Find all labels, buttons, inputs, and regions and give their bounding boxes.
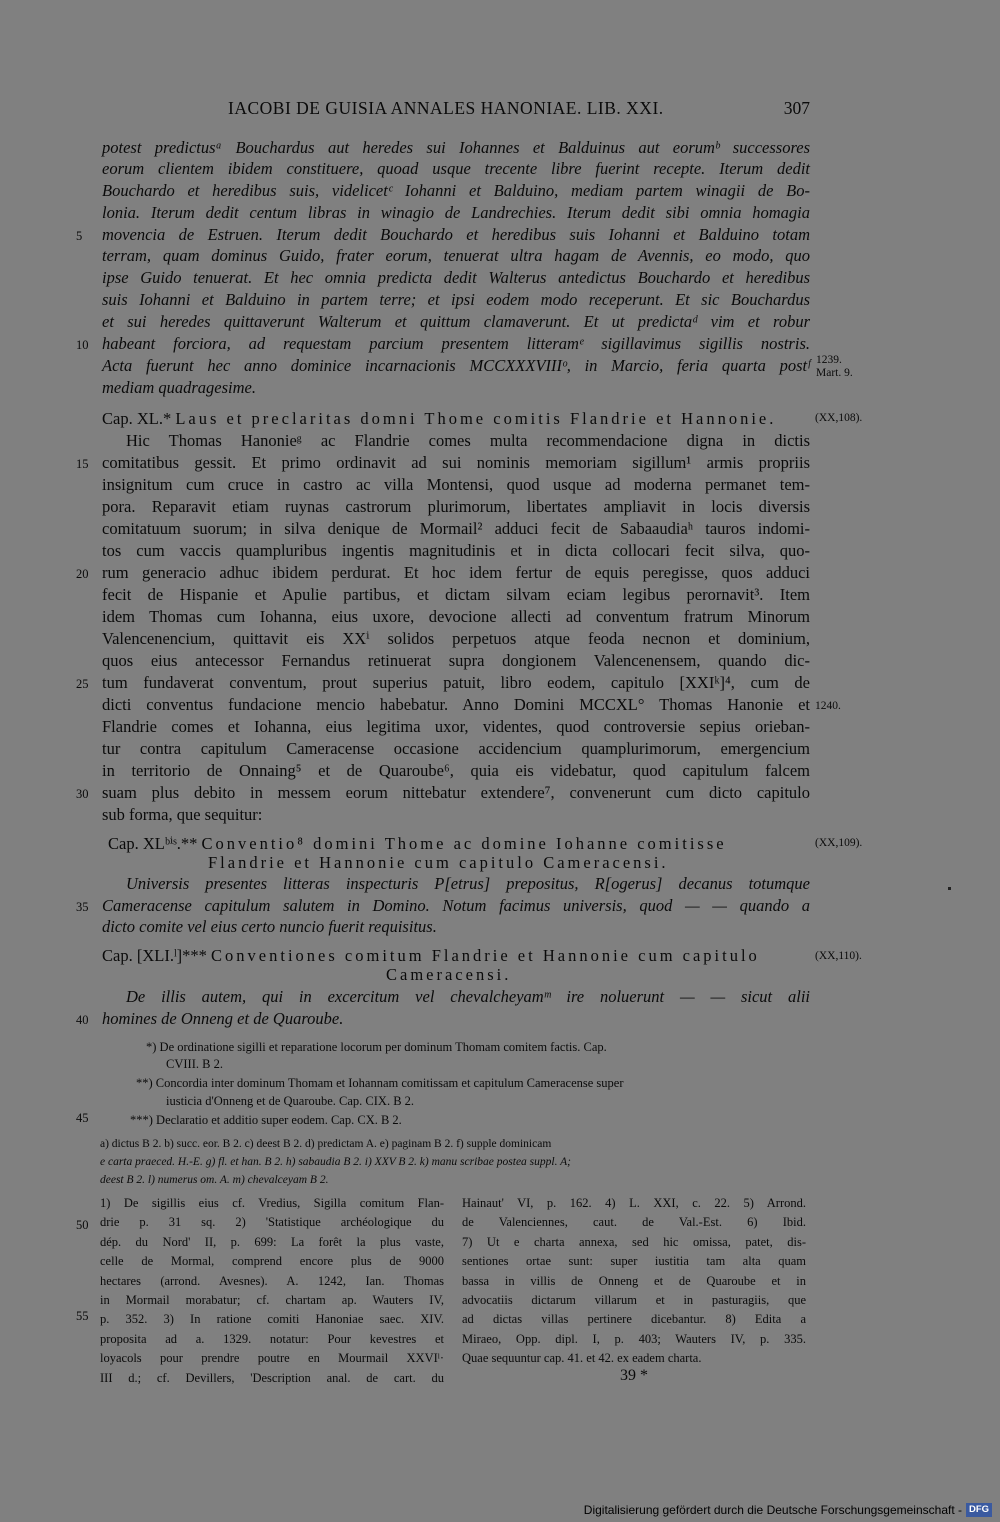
footnote-line: dép. du Nord' II, p. 699: La forêt la plus vaste, (100, 1234, 444, 1249)
speck (948, 887, 951, 890)
text-line: et sui heredes quittaverunt Walterum et quittum clamaverunt. Et ut predictaᵈ vim et robur (102, 312, 810, 331)
margin-date: Mart. 9. (816, 367, 853, 379)
chapter-title: Conventio⁸ domini Thome ac domine Iohanne comitisse (201, 834, 727, 853)
text-line: rum generacio adhuc ibidem perdurat. Et hoc idem fertur de equis peregisse, quos adduci (102, 563, 810, 582)
text-line: pora. Reparavit etiam ruynas castrorum plurimorum, libertates ampliavit in locis diversis (102, 497, 810, 516)
chapter-note: ***) Declaratio et additio super eodem. Cap. CX. B 2. (130, 1113, 402, 1127)
footnote-line: p. 352. 3) In ratione comiti Hanoniae saec. XIV. (100, 1312, 444, 1327)
page-number: 307 (783, 98, 810, 118)
chapter-note: *) De ordinatione sigilli et reparatione locorum per dominum Thomam comitem factis. Cap. (146, 1040, 607, 1054)
text-line: Bouchardo et heredibus suis, videlicetᶜ Iohanni et Balduino, mediam partem winagii de Bo- (102, 181, 810, 200)
chapter-reference: (XX,108). (815, 412, 863, 424)
text-line: Hic Thomas Hanonieᵍ ac Flandrie comes multa recommendacione digna in dictis (126, 431, 810, 450)
chapter-title-line: Cameracensi. (386, 965, 512, 984)
text-line: eorum clientem ibidem constituere, quoad usque trecente libre fuerint recepte. Iterum dedit (102, 159, 810, 178)
text-line: De illis autem, qui in excercitum vel chevalcheyamᵐ ire noluerunt — — sicut alii (126, 987, 810, 1006)
text-line: Valencenencium, quittavit eis XXⁱ solidos perpetuos atque feoda necnon et dominium, (102, 629, 810, 648)
footer-credit: Digitalisierung gefördert durch die Deutsche Forschungsgemeinschaft - (583, 1503, 962, 1517)
line-number: 15 (76, 457, 89, 471)
text-line: idem Thomas cum Iohanna, eius uxore, devocione allecti ad conventum fratrum Minorum (102, 607, 810, 626)
footnote-line: Hainaut' VI, p. 162. 4) L. XXI, c. 22. 5) Arrond. (462, 1196, 806, 1210)
chapter-title-line: Flandrie et Hannonie cum capitulo Cameracensi. (208, 853, 669, 872)
chapter-reference: (XX,109). (815, 837, 863, 849)
footnote-line: drie p. 31 sq. 2) 'Statistique archéologique du (100, 1215, 444, 1230)
footnote-line: loyacols pour prendre poutre en Mourmail XXVIˡ· (100, 1351, 444, 1366)
footnote-line: ad dictas villas pertinere dicebantur. 8) Edita a (462, 1312, 806, 1327)
footnote-line: de Valenciennes, caut. de Val.-Est. 6) Ibid. (462, 1215, 806, 1230)
text-line: movencia de Estruen. Iterum dedit Bouchardo et heredibus suis Iohanni et Balduino totam (102, 225, 810, 244)
text-line: mediam quadragesime. (102, 378, 256, 397)
line-number: 40 (76, 1013, 89, 1027)
text-line: tos cum vaccis quampluribus ingentis magnitudinis et in dicta collocari fecit silva, quo- (102, 541, 810, 560)
chapter-heading-41 (102, 945, 810, 966)
chapter-note: CVIII. B 2. (166, 1057, 223, 1071)
line-number: 50 (76, 1218, 89, 1232)
footnote-line: sentiones ortae sunt: super iustitia tam alta quam (462, 1254, 806, 1269)
footnote-line: Quae sequuntur cap. 41. et 42. ex eadem charta. (462, 1351, 702, 1366)
footnote-line: hectares (arrond. Avesnes). A. 1242, Ian. Thomas (100, 1273, 444, 1288)
footnote-line: celle de Mormal, comprend encore plus de 9000 (100, 1254, 444, 1269)
margin-date: 1240. (815, 700, 841, 712)
dfg-logo: DFG (966, 1503, 992, 1517)
line-number: 25 (76, 677, 89, 691)
text-line: Acta fuerunt hec anno dominice incarnacionis MCCXXXVIIIᵒ, in Marcio, feria quarta postᶠ (102, 356, 810, 375)
footnote-line: in Mormail morabatur; cf. chartam ap. Wauters IV, (100, 1293, 444, 1308)
text-line: lonia. Iterum dedit centum libras in winagio de Landrechies. Iterum dedit sibi omnia homagia (102, 203, 810, 222)
margin-date: 1239. (816, 354, 842, 366)
text-line: tur contra capitulum Cameracense occasione accidencium quamplurimorum, emergencium (102, 739, 810, 758)
footnote-line: 1) De sigillis eius cf. Vredius, Sigilla comitum Flan- (100, 1196, 444, 1210)
chapter-note: iusticia d'Onneng et de Quaroube. Cap. CIX. B 2. (166, 1094, 415, 1108)
footnote-line: 7) Ut e charta annexa, sed hic omissa, patet, dis- (462, 1234, 806, 1249)
chapter-title: Conventiones comitum Flandrie et Hannonie cum capitulo (211, 946, 760, 965)
text-line: suis Iohanni et Balduino in partem terre; et ipsi eodem modo receperunt. Et sic Bouchardus (102, 290, 810, 309)
variant-note: a) dictus B 2. b) succ. eor. B 2. c) deest B 2. d) predictam A. e) paginam B 2. f) supple dominicam (100, 1138, 552, 1150)
line-number: 5 (76, 229, 83, 243)
footnote-line: advocatiis dictarum villarum et in pasturagiis, que (462, 1293, 806, 1308)
line-number: 30 (76, 787, 89, 801)
variant-note: deest B 2. l) numerus om. A. m) chevalceyam B 2. (100, 1174, 329, 1186)
chapter-title-continued (208, 852, 810, 873)
chapter-heading-40 (102, 408, 810, 429)
text-line: Universis presentes litteras inspecturis P[etrus] prepositus, R[ogerus] decanus totumque (126, 874, 810, 893)
text-line: comitatibus gessit. Et primo ordinavit ad sui nominis memoriam sigillum¹ armis propriis (102, 453, 810, 472)
text-line: dicto comite vel eius certo nuncio fuerit requisitus. (102, 917, 437, 936)
text-line: insignitum cum cruce in castro ac villa Montensi, quod usque ad moderna permanet tem- (102, 475, 810, 494)
chapter-heading-40-bis (108, 833, 816, 854)
running-header (100, 98, 810, 120)
text-line: quos eius antecessor Fernandus retinuerat supra dongionem Valencenensem, quando dic- (102, 651, 810, 670)
chapter-label: Cap. [XLI.ˡ]*** (102, 946, 212, 965)
chapter-title-continued (386, 964, 586, 985)
footnote-line: Miraeo, Opp. dipl. I, p. 403; Wauters IV, p. 335. (462, 1331, 806, 1346)
text-line: comitatuum suorum; in silva denique de Mormail² adduci fecit de Sabaaudiaʰ tauros indomi- (102, 519, 810, 538)
chapter-label: Cap. XL.* (102, 409, 176, 428)
footnotes-right (462, 1194, 806, 1369)
running-title: IACOBI DE GUISIA ANNALES HANONIAE. LIB. XXI. (228, 98, 664, 118)
text-line: potest predictusᵃ Bouchardus aut heredes sui Iohannes et Balduinus aut eorumᵇ successores (102, 138, 810, 157)
text-line: Cameracense capitulum salutem in Domino. Notum facimus universis, quod — — quando a (102, 896, 810, 915)
text-line: terram, quam dominus Guido, frater eorum, tenuerat ultra hagam de Avennis, eo modo, quo (102, 246, 810, 265)
variant-note: e carta praeced. H.-E. g) fl. et han. B 2. h) sabaudia B 2. i) XXV B 2. k) manu scribae postea suppl. A; (100, 1156, 571, 1168)
text-line: sub forma, que sequitur: (102, 805, 263, 824)
signature-mark: 39 * (620, 1367, 648, 1384)
line-number: 55 (76, 1309, 89, 1323)
line-number: 10 (76, 338, 89, 352)
text-line: ipse Guido tenuerat. Et hec omnia predicta dedit Walterus antedictus Bouchardo et heredibus (102, 268, 810, 287)
line-number: 45 (76, 1111, 89, 1125)
footnote-line: bassa in villis de Onneng et de Quaroube et in (462, 1273, 806, 1288)
footnote-line: III d.; cf. Devillers, 'Description anal. de cart. du (100, 1370, 444, 1385)
text-line: homines de Onneng et de Quaroube. (102, 1009, 344, 1028)
text-line: habeant forciora, ad requestam parcium presentem litteramᵉ sigillavimus sigillis nostris. (102, 334, 810, 353)
text-line: tum fundaverat conventum, prout superius patuit, libro eodem, capitulo [XXIᵏ]⁴, cum de (102, 673, 810, 692)
text-line: dicti conventus fundacione mencio habebatur. Anno Domini MCCXL° Thomas Hanonie et (102, 695, 810, 714)
chapter-note: **) Concordia inter dominum Thomam et Iohannam comitissam et capitulum Cameracense super (136, 1076, 624, 1090)
text-line: in territorio de Onnaing⁵ et de Quaroube⁶, quia eis videbatur, quod capitulum falcem (102, 761, 810, 780)
text-line: Flandrie comes et Iohanna, eius legitima uxor, videntes, quod controversie sepius orieban- (102, 717, 810, 736)
line-number: 20 (76, 567, 89, 581)
text-line: fecit de Hispanie et Apulie partibus, et dictam silvam eciam legibus perornavit³. Item (102, 585, 810, 604)
chapter-label: Cap. XLᵇⁱˢ.** (108, 834, 202, 853)
footnotes-left (100, 1194, 444, 1388)
text-line: suam plus debito in messem eorum nittebatur extendere⁷, convenerunt cum dicto capitulo (102, 783, 810, 802)
chapter-title: Laus et preclaritas domni Thome comitis Flandrie et Hannonie. (175, 409, 777, 428)
line-number: 35 (76, 900, 89, 914)
footnote-line: proposita ad a. 1329. notatur: Pour kevestres et (100, 1331, 444, 1346)
chapter-reference: (XX,110). (815, 950, 862, 962)
